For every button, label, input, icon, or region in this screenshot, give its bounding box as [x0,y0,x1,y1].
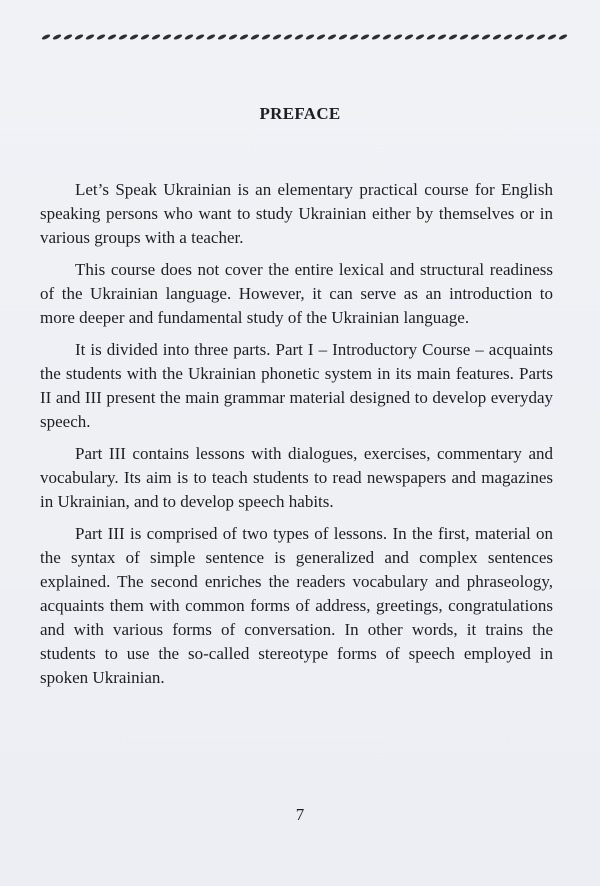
ornament-mark [371,33,381,40]
ornament-mark [239,33,249,40]
ornament-mark [404,33,414,40]
ornament-mark [547,33,557,40]
ornament-mark [184,33,194,40]
ornament-mark [492,33,502,40]
ornament-mark [151,33,161,40]
ornament-mark [338,33,348,40]
page-number: 7 [295,805,305,824]
page-title: PREFACE [259,104,341,123]
ornament-mark [503,33,513,40]
paragraph-1: Let’s Speak Ukrainian is an elementary practical course for English speaking persons who want to study Ukrainian either by themselves or in various groups with a teacher. [40,180,553,247]
ornament-mark [272,33,282,40]
ornament-mark [63,33,73,40]
preface-body [40,178,553,698]
paragraph-2: This course does not cover the entire lexical and structural readiness of the Ukrainian language. However, it can serve as an introduction to more deeper and fundamental study of the Ukrainian language. [40,260,553,327]
ornament-mark [448,33,458,40]
ornament-mark [316,33,326,40]
ornament-mark [470,33,480,40]
ornament-mark [294,33,304,40]
paragraph-3: It is divided into three parts. Part I – Introductory Course – acquaints the students with the Ukrainian phonetic system in its main features. Parts II and III present the main grammar material designed to develop everyday speech. [40,340,553,431]
ornament-mark [426,33,436,40]
ornament-mark [382,33,392,40]
ornament-mark [283,33,293,40]
ornament-mark [228,33,238,40]
ornament-mark [107,33,117,40]
ornament-mark [129,33,139,40]
ornament-mark [481,33,491,40]
paragraph-5: Part III is comprised of two types of lessons. In the first, material on the syntax of simple sentence is generalized and complex sentences explained. The second enriches the readers vocabulary and phraseology, acquaints them with common forms of address, greetings, congratulations and with various forms of conversation. In other words, it trains the students to use the so-called stereotype forms of speech employed in spoken Ukrainian. [40,524,553,687]
decorative-border [40,30,570,44]
ornament-mark [206,33,216,40]
ornament-mark [173,33,183,40]
ornament-mark [327,33,337,40]
ornament-mark [52,33,62,40]
ornament-mark [360,33,370,40]
ornament-mark [96,33,106,40]
ornament-mark [74,33,84,40]
ornament-mark [118,33,128,40]
ornament-mark [415,33,425,40]
ornament-mark [85,33,95,40]
ornament-mark [261,33,271,40]
ornament-mark [525,33,535,40]
paragraph-4: Part III contains lessons with dialogues, exercises, commentary and vocabulary. Its aim is to teach students to read newspapers and magazines in Ukrainian, and to develop speech habits. [40,444,553,511]
ornament-mark [217,33,227,40]
ornament-mark [536,33,546,40]
ornament-mark [393,33,403,40]
ornament-mark [558,33,568,40]
ornament-mark [514,33,524,40]
ornament-mark [140,33,150,40]
ornament-mark [41,33,51,40]
ornament-mark [349,33,359,40]
ornament-mark [250,33,260,40]
ornament-mark [437,33,447,40]
ornament-mark [305,33,315,40]
ornament-mark [459,33,469,40]
ornament-mark [195,33,205,40]
ornament-mark [162,33,172,40]
